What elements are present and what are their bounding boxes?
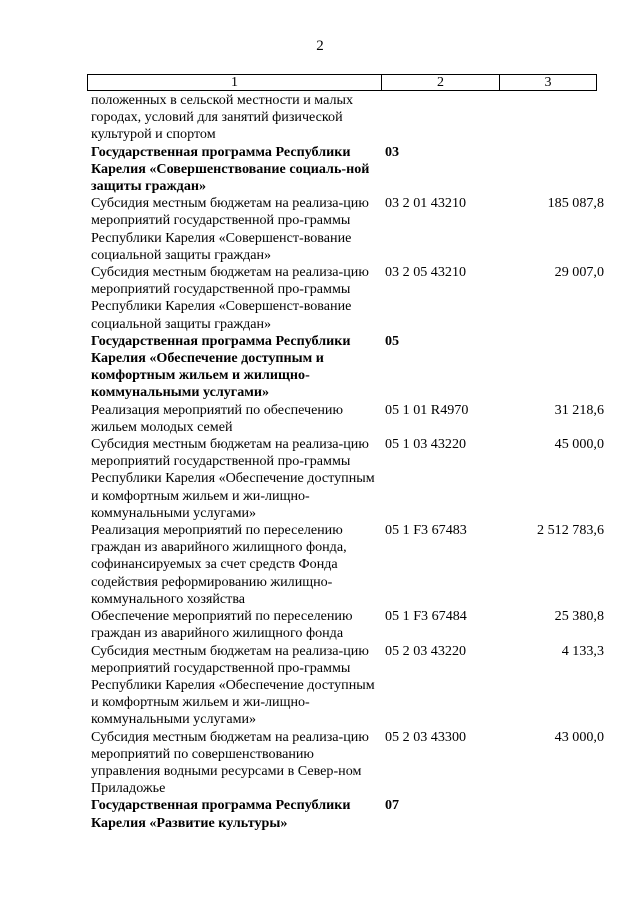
row-description: Государственная программа Республики Карелия «Развитие культуры» (91, 797, 351, 831)
budget-table-body (91, 92, 604, 832)
row-code: 05 1 F3 67483 (385, 522, 467, 539)
row-description: положенных в сельской местности и малых городах, условий для занятий физической культурой и спортом (91, 92, 354, 143)
column-header-1: 1 (88, 75, 382, 91)
row-description: Субсидия местным бюджетам на реализа-цию мероприятий государственной про-граммы Республики Карелия «Обеспечение доступным и комфортным жильем и жи-лищно-коммунальными услугами» (91, 436, 375, 521)
row-amount: 45 000,0 (554, 436, 604, 453)
row-amount: 43 000,0 (554, 728, 604, 745)
budget-table (91, 92, 604, 832)
row-description: Государственная программа Республики Карелия «Совершенствование социаль-ной защиты граждан» (91, 143, 370, 195)
row-code: 05 1 F3 67484 (385, 608, 467, 625)
row-amount (501, 797, 604, 831)
row-description: Субсидия местным бюджетам на реализа-цию мероприятий государственной про-граммы Республики Карелия «Обеспечение доступным и комфортным жильем и жи-лищно-коммунальными услугами» (91, 642, 375, 728)
row-code: 05 1 01 R4970 (385, 401, 469, 418)
row-description: Обеспечение мероприятий по переселению граждан из аварийного жилищного фонда (91, 608, 353, 642)
row-code: 03 2 01 43210 (385, 195, 467, 212)
program-row (91, 333, 604, 402)
row-code: 03 (385, 143, 400, 160)
row-code: 07 (385, 797, 400, 814)
column-header-3: 3 (500, 75, 597, 91)
column-header-row (88, 75, 597, 91)
row-description: Реализация мероприятий по обеспечению жильем молодых семей (91, 401, 344, 435)
row-amount (501, 92, 604, 144)
row-amount: 185 087,8 (547, 195, 604, 212)
row-code: 05 2 03 43300 (385, 728, 467, 745)
column-header-table (87, 74, 597, 91)
row-description: Субсидия местным бюджетам на реализа-цию мероприятий государственной про-граммы Республики Карелия «Совершенст-вование социальной защиты граждан» (91, 195, 369, 263)
table-row (91, 264, 604, 333)
table-row (91, 729, 604, 798)
row-code: 05 (385, 332, 400, 349)
row-code (385, 92, 501, 144)
row-amount: 4 133,3 (561, 642, 604, 659)
row-description: Субсидия местным бюджетам на реализа-цию мероприятий по совершенствованию управления водными ресурсами в Север-ном Приладожье (91, 728, 369, 797)
row-code: 05 2 03 43220 (385, 642, 467, 659)
table-row (91, 522, 604, 608)
row-code: 03 2 05 43210 (385, 264, 467, 281)
row-code: 05 1 03 43220 (385, 436, 467, 453)
table-row (91, 436, 604, 522)
row-description: Субсидия местным бюджетам на реализа-цию мероприятий государственной про-граммы Республики Карелия «Совершенст-вование социальной защиты граждан» (91, 264, 369, 332)
table-row (91, 608, 604, 642)
row-amount: 25 380,8 (554, 608, 604, 625)
page-number: 2 (316, 38, 324, 54)
row-description: Государственная программа Республики Карелия «Обеспечение доступным и комфортным жильем и жилищно-коммунальными услугами» (91, 332, 351, 401)
row-amount: 29 007,0 (554, 264, 604, 281)
program-row (91, 144, 604, 196)
program-row (91, 797, 604, 831)
row-amount (501, 333, 604, 402)
column-header-2: 2 (382, 75, 500, 91)
row-amount (501, 144, 604, 196)
row-description: Реализация мероприятий по переселению граждан из аварийного жилищного фонда, софинансируемых за счет средств Фонда содействия реформированию жилищно-коммунального хозяйства (91, 522, 347, 607)
table-row (91, 643, 604, 729)
table-row (91, 92, 604, 144)
row-amount: 31 218,6 (554, 401, 604, 418)
row-amount: 2 512 783,6 (537, 522, 604, 539)
table-row (91, 195, 604, 264)
table-row (91, 402, 604, 436)
